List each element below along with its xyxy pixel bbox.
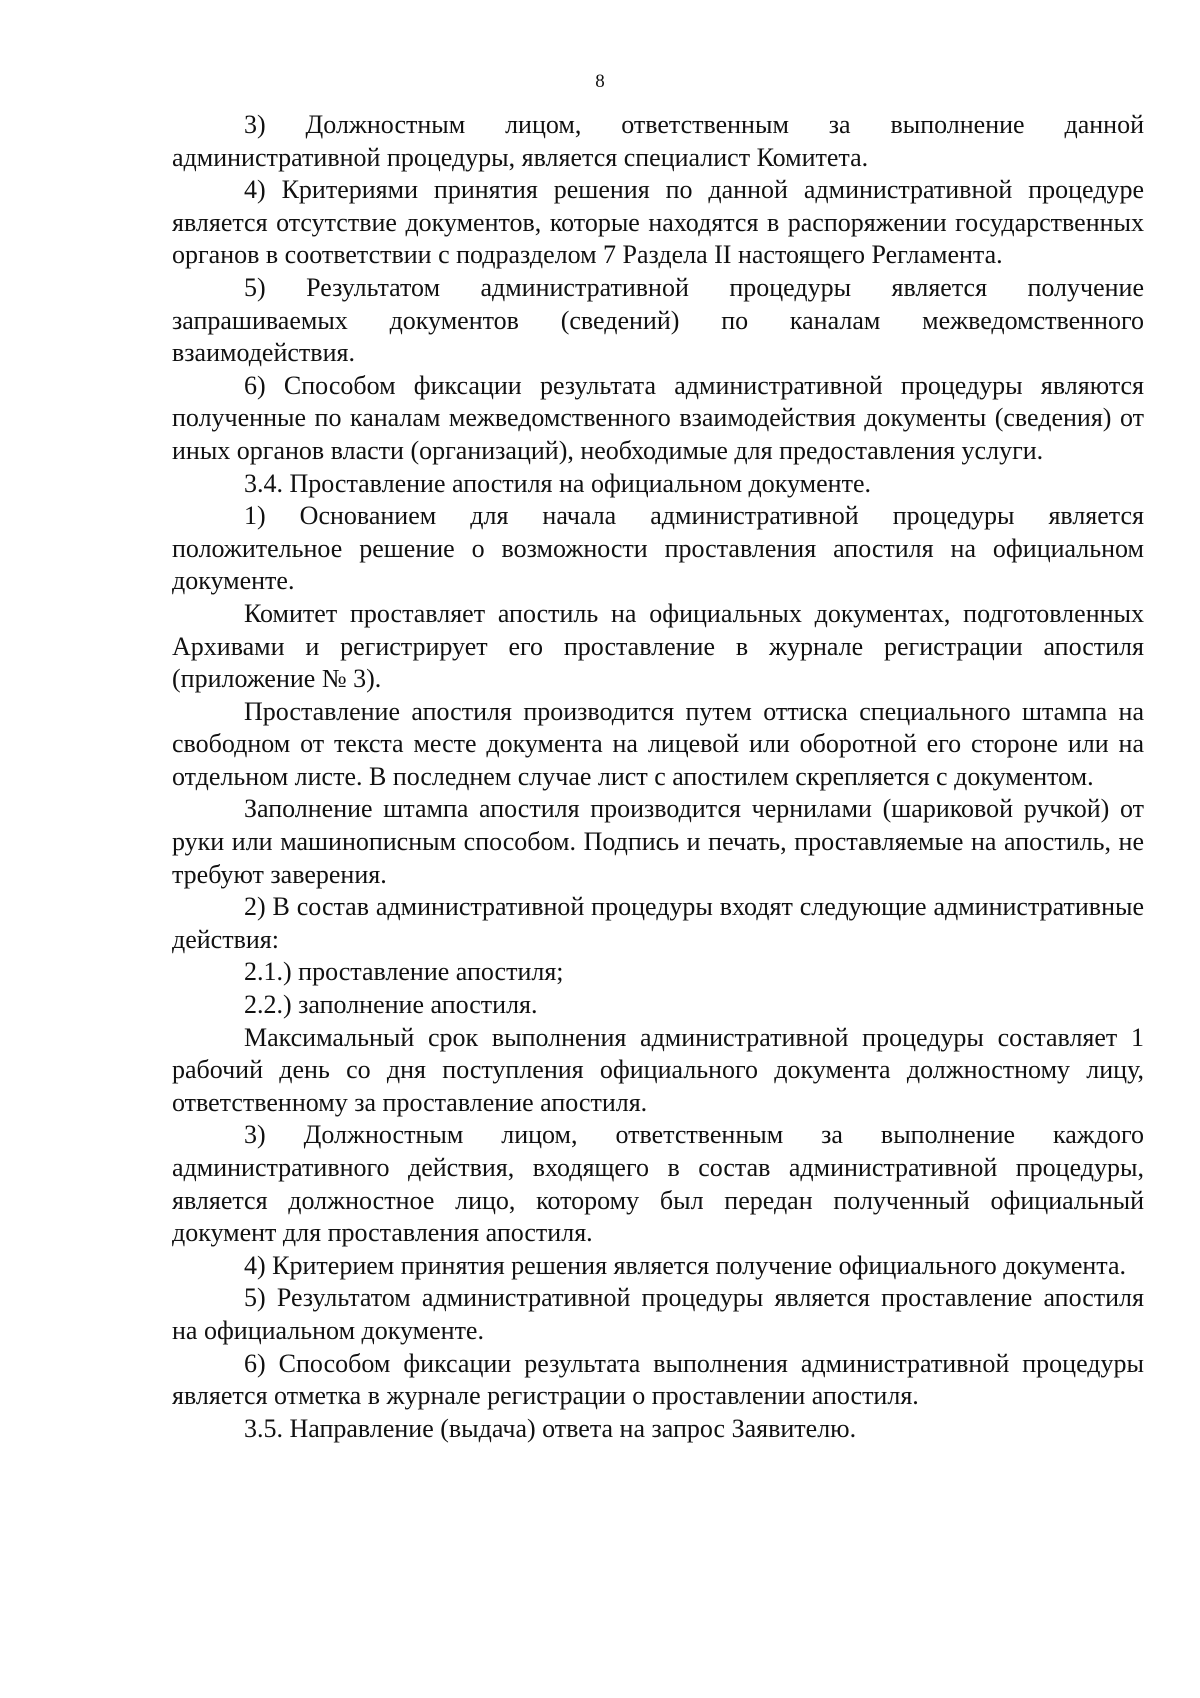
paragraph-item-4-criterion: 4) Критерием принятия решения является получение официального документа. xyxy=(244,1250,1127,1280)
paragraph-max-term: Максимальный срок выполнения административной процедуры составляет 1 рабочий день со дня поступления официального документа должностному лицу, ответственному за проставление апостиля. xyxy=(172,1022,1144,1117)
paragraph-action-2-1: 2.1.) проставление апостиля; xyxy=(244,957,564,987)
section-heading-3-4: 3.4. Проставление апостиля на официальном документе. xyxy=(244,468,871,498)
paragraph-item-5-result: 5) Результатом административной процедуры является получение запрашиваемых документов (сведений) по каналам межведомственного взаимодействия. xyxy=(172,272,1144,368)
paragraph-action-2-2: 2.2.) заполнение апостиля. xyxy=(244,990,538,1020)
paragraph-item-3-responsible: 3) Должностным лицом, ответственным за выполнение данной административной процедуры, является специалист Комитета. xyxy=(172,110,1144,172)
paragraph-item-5-result-apostille: 5) Результатом административной процедуры является проставление апостиля на официальном документе. xyxy=(172,1283,1144,1345)
document-body xyxy=(172,109,1144,1445)
paragraph-apostille-stamp: Проставление апостиля производится путем оттиска специального штампа на свободном от текста месте документа на лицевой или оборотной его стороне или на отдельном листе. В последнем случае лист с апостилем скрепляется с документом. xyxy=(172,696,1144,791)
paragraph-item-4-criteria: 4) Критериями принятия решения по данной административной процедуре является отсутствие документов, которые находятся в распоряжении государственных органов в соответствии с подразделом 7 Раздела II настоящего Регламента. xyxy=(172,175,1144,270)
paragraph-item-1-basis: 1) Основанием для начала административной процедуры является положительное решение о возможности проставления апостиля на официальном документе. xyxy=(172,501,1144,596)
paragraph-item-2-actions: 2) В состав административной процедуры входят следующие административные действия: xyxy=(172,892,1144,954)
paragraph-item-6-fixation: 6) Способом фиксации результата административной процедуры являются полученные по каналам межведомственного взаимодействия документы (сведения) от иных органов власти (организаций), необходимые для предоставления услуги. xyxy=(172,370,1144,465)
section-heading-3-5: 3.5. Направление (выдача) ответа на запрос Заявителю. xyxy=(244,1413,857,1443)
paragraph-stamp-filling: Заполнение штампа апостиля производится чернилами (шариковой ручкой) от руки или машинописным способом. Подпись и печать, проставляемые на апостиль, не требуют заверения. xyxy=(172,794,1144,889)
page-number: 8 xyxy=(595,71,605,92)
paragraph-item-3-official: 3) Должностным лицом, ответственным за выполнение каждого административного действия, входящего в состав административной процедуры, является должностное лицо, которому был передан полученный официальный документ для проставления апостиля. xyxy=(172,1120,1144,1248)
paragraph-committee-apostille: Комитет проставляет апостиль на официальных документах, подготовленных Архивами и регистрирует его проставление в журнале регистрации апостиля (приложение № 3). xyxy=(172,598,1144,694)
paragraph-item-6-journal: 6) Способом фиксации результата выполнения административной процедуры является отметка в журнале регистрации о проставлении апостиля. xyxy=(172,1348,1144,1411)
